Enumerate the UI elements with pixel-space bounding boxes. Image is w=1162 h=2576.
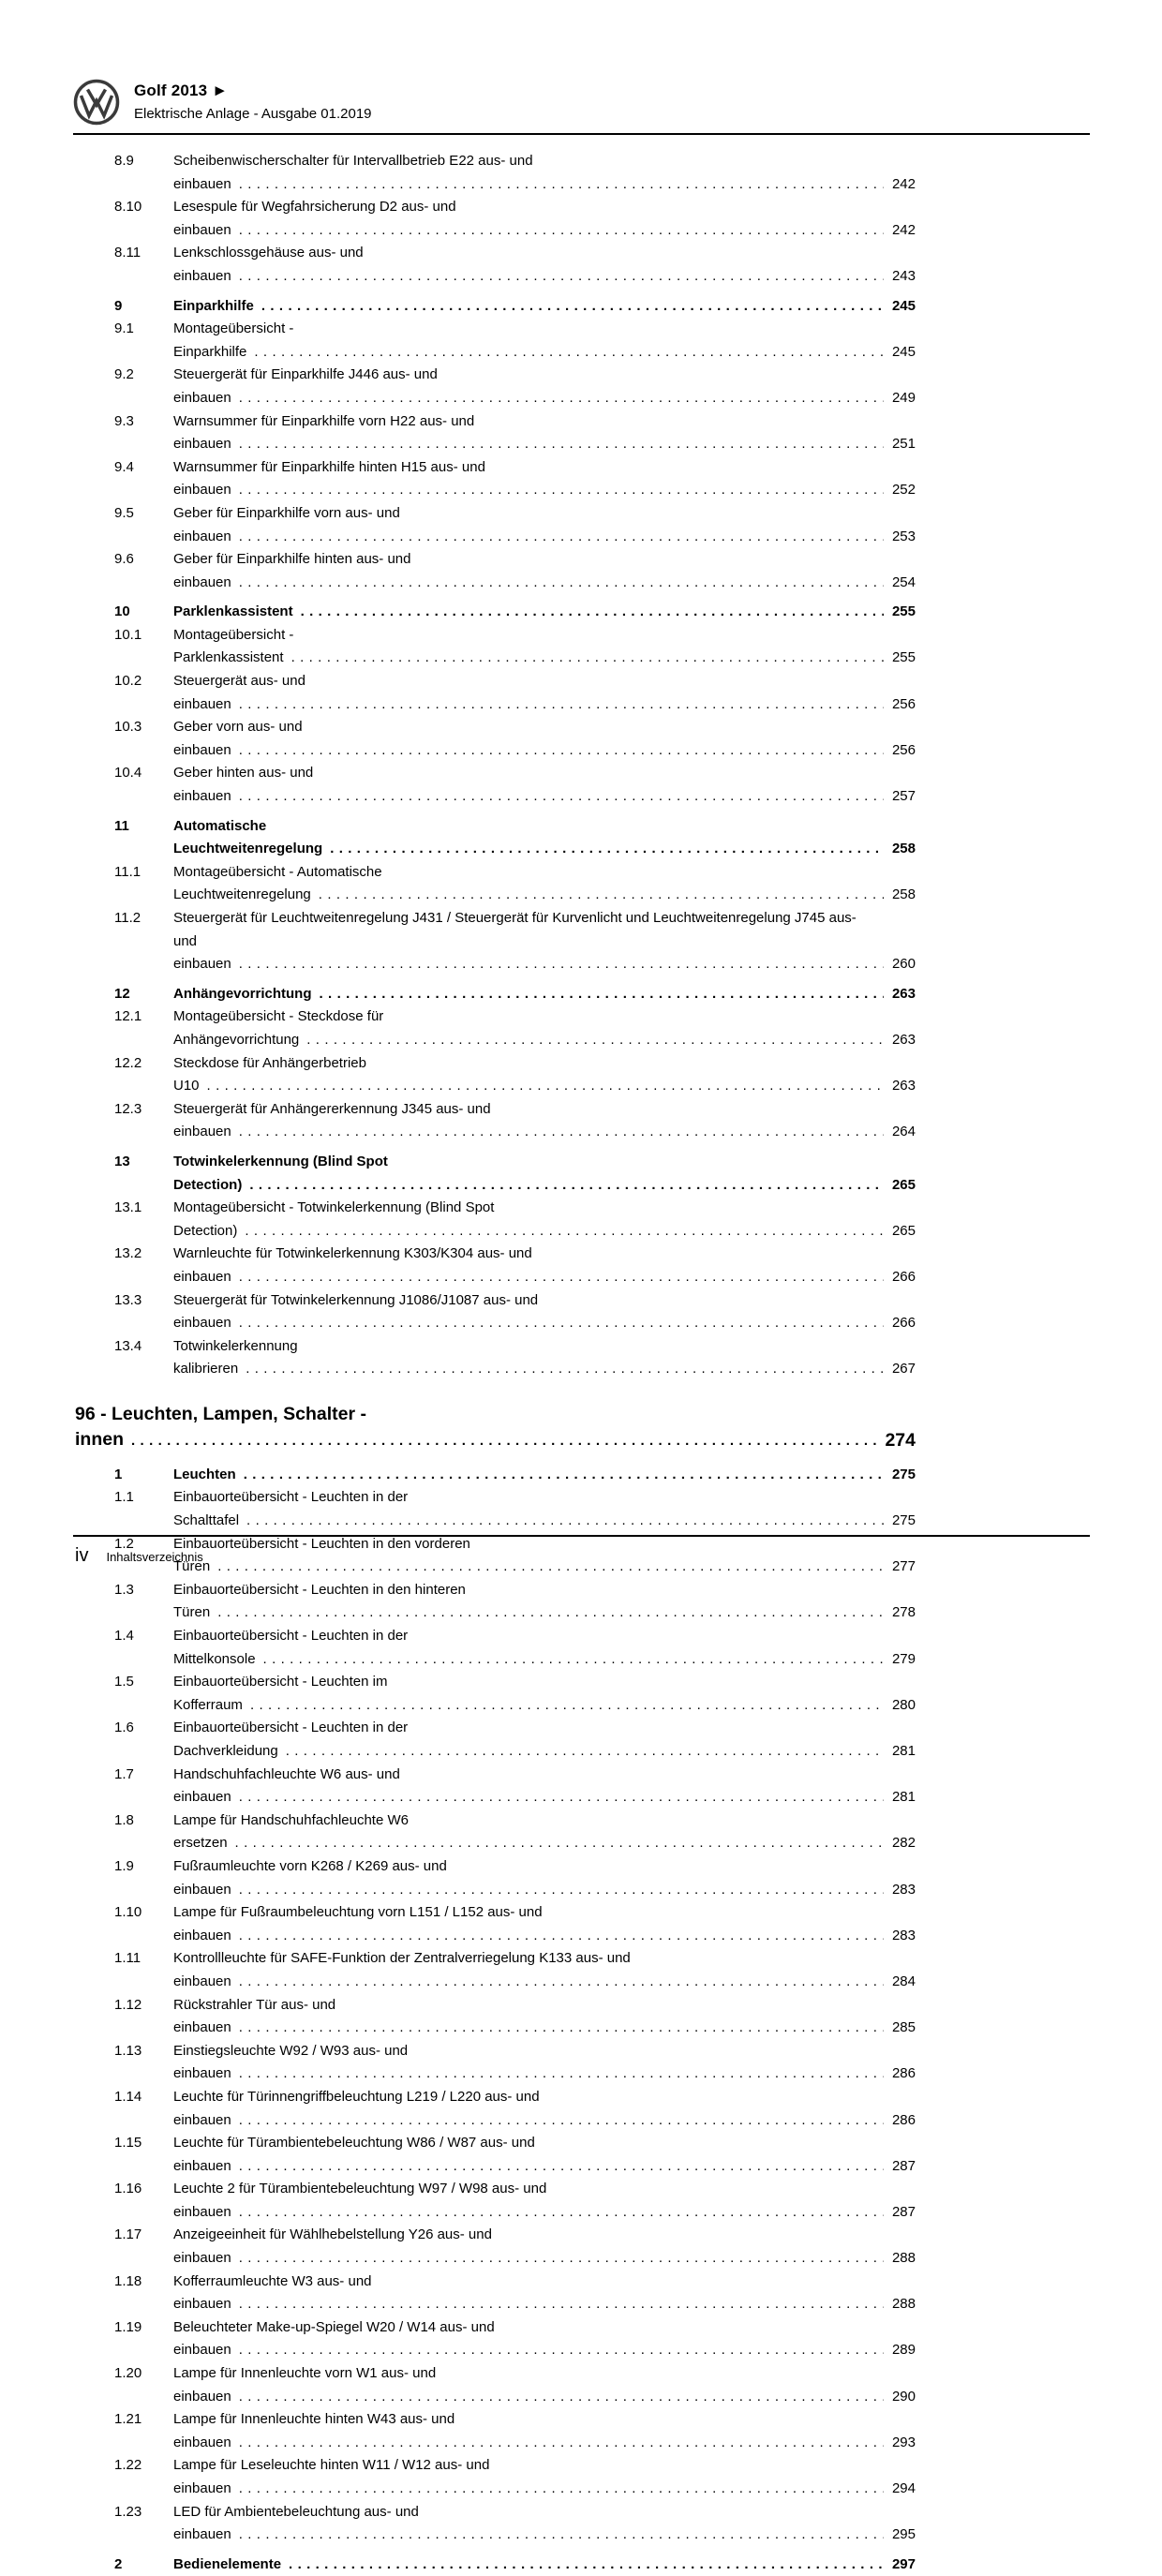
toc-entry[interactable] xyxy=(73,242,916,288)
toc-entry-number: 12.1 xyxy=(114,1008,142,1025)
toc-entry-page: 275 xyxy=(884,1510,916,1533)
toc-entry-page: 265 xyxy=(884,1174,916,1198)
toc-entry-body xyxy=(173,410,916,456)
toc-entry-title: Warnleuchte für Totwinkelerkennung K303/K304 aus- und einbauen . . . xyxy=(173,1245,916,1285)
toc-entry-body xyxy=(173,762,916,808)
toc-entry-body xyxy=(173,2086,916,2132)
toc-entry-number: 1.11 xyxy=(114,1950,142,1967)
toc-entry-number: 1.5 xyxy=(114,1674,134,1690)
toc-entry-page: 293 xyxy=(884,2432,916,2455)
toc-entry[interactable] xyxy=(73,861,916,907)
toc-entry-title: Lampe für Fußraumbeleuchtung vorn L151 / L152 aus- und einbauen . . . xyxy=(173,1904,916,1943)
toc-entry[interactable] xyxy=(73,196,916,242)
toc-entry-title: Einparkhilfe . . . xyxy=(173,298,916,314)
toc-entry[interactable] xyxy=(73,2178,916,2224)
toc-entry-title: Geber für Einparkhilfe vorn aus- und einbauen . . . xyxy=(173,505,916,544)
toc-entry-page: 277 xyxy=(884,1556,916,1579)
toc-entry[interactable] xyxy=(73,670,916,716)
toc-entry-page: 242 xyxy=(884,219,916,243)
toc-entry-page: 249 xyxy=(884,387,916,410)
toc-entry-page: 266 xyxy=(884,1312,916,1335)
toc-entry-title: Kontrollleuchte für SAFE-Funktion der Zentralverriegelung K133 aus- und einbauen . . . xyxy=(173,1950,916,1989)
toc-entry-title: Einbauorteübersicht - Leuchten in den hinteren Türen . . . xyxy=(173,1582,916,1621)
toc-entry-title: LED für Ambientebeleuchtung aus- und einbauen . . . xyxy=(173,2504,916,2543)
toc-entry-title: Montageübersicht - Automatische Leuchtweitenregelung . . . xyxy=(173,864,916,903)
toc-entry-number: 1.15 xyxy=(114,2135,142,2152)
toc-entry-page: 256 xyxy=(884,693,916,717)
toc-entry-page: 284 xyxy=(884,1971,916,1994)
toc-entry[interactable] xyxy=(73,1579,916,1625)
doc-title: Golf 2013 ► xyxy=(134,82,229,99)
toc-entry-number: 9.3 xyxy=(114,412,134,429)
toc-entry-title: Lesespule für Wegfahrsicherung D2 aus- und einbauen . . . xyxy=(173,199,916,238)
toc-entry-body xyxy=(173,716,916,762)
toc-entry-body xyxy=(173,196,916,242)
toc-chapter-title: 96 - Leuchten, Lampen, Schalter - innen . . . xyxy=(75,1404,916,1450)
toc-entry-number: 1.12 xyxy=(114,1996,142,2013)
toc-entry-body xyxy=(173,1464,916,1487)
toc-entry-title: Leuchte für Türambientebeleuchtung W86 / W87 aus- und einbauen . . . xyxy=(173,2135,916,2174)
toc-entry-number: 1.1 xyxy=(114,1489,134,1506)
toc-entry-number: 1.4 xyxy=(114,1628,134,1645)
toc-entry-number: 12.3 xyxy=(114,1100,142,1117)
toc-entry-number: 1.7 xyxy=(114,1765,134,1782)
toc-entry-title: Steuergerät aus- und einbauen . . . xyxy=(173,673,916,712)
toc-entry-page: 257 xyxy=(884,785,916,809)
toc-entry-title: Rückstrahler Tür aus- und einbauen . . . xyxy=(173,1997,916,2036)
toc-entry[interactable] xyxy=(73,1335,916,1381)
toc-entry-body xyxy=(173,1717,916,1763)
toc-entry-number: 8.11 xyxy=(114,245,142,261)
toc-entry-number: 10.1 xyxy=(114,626,142,643)
toc-entry-body xyxy=(173,2554,916,2576)
toc-entry-number: 9.1 xyxy=(114,320,134,337)
toc-entry-number: 1.16 xyxy=(114,2181,142,2197)
toc-entry[interactable] xyxy=(73,1486,916,1532)
footer-label: Inhaltsverzeichnis xyxy=(106,1550,203,1564)
toc-entry-number: 9.6 xyxy=(114,551,134,568)
toc-entry-number: 11 xyxy=(114,817,129,834)
toc-entry-title: Lampe für Innenleuchte vorn W1 aus- und einbauen . . . xyxy=(173,2365,916,2405)
toc-entry[interactable] xyxy=(73,1243,916,1288)
toc-entry-title: Warnsummer für Einparkhilfe hinten H15 aus- und einbauen . . . xyxy=(173,459,916,499)
toc-entry-page: 266 xyxy=(884,1266,916,1289)
toc-entry-body xyxy=(173,456,916,502)
toc-entry-page: 255 xyxy=(884,647,916,670)
toc-entry-page: 242 xyxy=(884,173,916,197)
toc-entry-number: 1.2 xyxy=(114,1535,134,1552)
toc-entry-number: 9.5 xyxy=(114,504,134,521)
toc-entry-body xyxy=(173,364,916,409)
toc-entry-number: 11.2 xyxy=(114,910,142,926)
toc-entry-title: Lampe für Leseleuchte hinten W11 / W12 aus- und einbauen . . . xyxy=(173,2457,916,2496)
toc-entry[interactable] xyxy=(73,2040,916,2086)
toc-entry-title: Einbauorteübersicht - Leuchten in der Dachverkleidung . . . xyxy=(173,1720,916,1759)
toc-entry-number: 8.9 xyxy=(114,153,134,169)
toc-entry-title: Geber für Einparkhilfe hinten aus- und einbauen . . . xyxy=(173,551,916,590)
toc-entry[interactable] xyxy=(73,1464,916,1487)
toc-entry[interactable] xyxy=(73,410,916,456)
brand-block xyxy=(73,79,1090,126)
toc-entry-title: Steuergerät für Einparkhilfe J446 aus- und einbauen . . . xyxy=(173,366,916,406)
toc-entry-title: Steuergerät für Totwinkelerkennung J1086/J1087 aus- und einbauen . . . xyxy=(173,1292,916,1332)
toc-entry[interactable] xyxy=(73,1625,916,1671)
toc-entry-title: Lampe für Handschuhfachleuchte W6 ersetzen . . . xyxy=(173,1812,916,1852)
toc-entry-number: 1.14 xyxy=(114,2088,142,2105)
toc-entry[interactable] xyxy=(73,907,916,976)
toc-entry[interactable] xyxy=(73,2454,916,2500)
toc-entry[interactable] xyxy=(73,548,916,594)
toc-entry[interactable] xyxy=(73,1098,916,1144)
toc-entry-page: 283 xyxy=(884,1879,916,1902)
toc-entry-body xyxy=(173,2362,916,2408)
toc-entry-number: 10.4 xyxy=(114,765,142,782)
toc-entry[interactable] xyxy=(73,295,916,319)
toc-entry-body xyxy=(173,2271,916,2316)
toc-entry[interactable] xyxy=(73,1855,916,1901)
toc-entry-body xyxy=(173,1625,916,1671)
toc-entry-page: 279 xyxy=(884,1648,916,1672)
toc-entry-title: Automatische Leuchtweitenregelung . . . xyxy=(173,818,916,857)
toc-entry-title: Leuchte 2 für Türambientebeleuchtung W97 / W98 aus- und einbauen . . . xyxy=(173,2181,916,2220)
toc-entry-page: 275 xyxy=(884,1464,916,1487)
toc-entry-body xyxy=(173,2224,916,2270)
toc-entry-number: 1.6 xyxy=(114,1720,134,1736)
toc-entry-page: 252 xyxy=(884,479,916,502)
toc-entry[interactable] xyxy=(73,1947,916,1993)
toc-entry-page: 290 xyxy=(884,2386,916,2409)
toc-entry-page: 278 xyxy=(884,1601,916,1625)
toc-entry-page: 281 xyxy=(884,1786,916,1809)
toc-entry-number: 1 xyxy=(114,1466,123,1482)
toc-entry[interactable] xyxy=(73,762,916,808)
toc-entry-page: 255 xyxy=(884,601,916,624)
toc-entry-title: Steckdose für Anhängerbetrieb U10 . . . xyxy=(173,1055,916,1094)
toc-entry-page: 243 xyxy=(884,265,916,289)
toc-entry[interactable] xyxy=(73,2362,916,2408)
toc-entry[interactable] xyxy=(73,1289,916,1335)
toc-entry[interactable] xyxy=(73,150,916,196)
toc-entry[interactable] xyxy=(73,2086,916,2132)
toc-entry-body xyxy=(173,548,916,594)
toc-entry-body xyxy=(173,1994,916,2040)
toc-entry-page: 287 xyxy=(884,2155,916,2179)
toc-entry-body xyxy=(173,1005,916,1051)
toc-entry-number: 1.20 xyxy=(114,2365,142,2382)
toc-entry-title: Einbauorteübersicht - Leuchten in den vorderen Türen . . . xyxy=(173,1536,916,1575)
toc-entry[interactable] xyxy=(73,2554,916,2576)
toc-chapter-heading[interactable] xyxy=(73,1402,916,1453)
toc-entry[interactable] xyxy=(73,1764,916,1809)
toc-entry-body xyxy=(173,1197,916,1243)
toc-entry[interactable] xyxy=(73,318,916,364)
toc-entry[interactable] xyxy=(73,2271,916,2316)
toc-entry-body xyxy=(173,1901,916,1947)
toc-entry-number: 11.1 xyxy=(114,863,142,880)
toc-entry-number: 13.4 xyxy=(114,1337,142,1354)
toc-entry-number: 10.2 xyxy=(114,673,142,690)
toc-entry-title: Montageübersicht - Steckdose für Anhängevorrichtung . . . xyxy=(173,1008,916,1048)
toc-entry-title: Montageübersicht - Parklenkassistent . . . xyxy=(173,627,916,666)
toc-entry-body xyxy=(173,2040,916,2086)
toc-entry-body xyxy=(173,670,916,716)
toc-entry-body xyxy=(173,2132,916,2178)
toc-entry[interactable] xyxy=(73,1197,916,1243)
toc-entry-number: 1.21 xyxy=(114,2411,142,2428)
toc-entry-number: 9.2 xyxy=(114,366,134,383)
toc-entry[interactable] xyxy=(73,1151,916,1197)
toc-entry-number: 1.19 xyxy=(114,2318,142,2335)
toc-entry-number: 1.18 xyxy=(114,2272,142,2289)
toc-entry-body xyxy=(173,1335,916,1381)
toc-entry-title: Einbauorteübersicht - Leuchten in der Mittelkonsole . . . xyxy=(173,1628,916,1667)
toc-entry-page: 263 xyxy=(884,1029,916,1052)
toc-entry-title: Lenkschlossgehäuse aus- und einbauen . . . xyxy=(173,245,916,284)
toc-entry-page: 251 xyxy=(884,433,916,456)
toc-entry-body xyxy=(173,624,916,670)
toc-entry-body xyxy=(173,2316,916,2362)
toc-entry-body xyxy=(173,815,916,861)
toc-entry-page: 256 xyxy=(884,739,916,763)
toc-entry[interactable] xyxy=(73,2316,916,2362)
toc-entry-title: Einbauorteübersicht - Leuchten in der Schalttafel . . . xyxy=(173,1489,916,1528)
toc-entry-title: Montageübersicht - Totwinkelerkennung (Blind Spot Detection) . . . xyxy=(173,1199,916,1239)
footer-rule xyxy=(73,1535,1090,1537)
toc-entry-page: 245 xyxy=(884,341,916,365)
toc-entry-page: 286 xyxy=(884,2109,916,2133)
toc-entry-title: Parklenkassistent . . . xyxy=(173,603,916,619)
toc-entry-body xyxy=(173,907,916,976)
toc-entry-number: 1.23 xyxy=(114,2503,142,2520)
toc-entry-body xyxy=(173,242,916,288)
toc-entry-body xyxy=(173,1486,916,1532)
toc-entry-number: 9 xyxy=(114,297,123,314)
toc-entry-body xyxy=(173,1289,916,1335)
toc-entry-body xyxy=(173,2408,916,2454)
doc-subtitle: Elektrische Anlage - Ausgabe 01.2019 xyxy=(134,106,372,122)
toc-entry-body xyxy=(173,1579,916,1625)
toc-entry-page: 263 xyxy=(884,983,916,1006)
toc-chapter-body xyxy=(75,1402,916,1453)
toc-entry-page: 254 xyxy=(884,572,916,595)
toc-entry-title: Einbauorteübersicht - Leuchten im Kofferraum . . . xyxy=(173,1674,916,1713)
toc-entry-title: Leuchte für Türinnengriffbeleuchtung L219 / L220 aus- und einbauen . . . xyxy=(173,2089,916,2128)
toc-entry-number: 1.13 xyxy=(114,2042,142,2059)
toc-entry-body xyxy=(173,601,916,624)
toc-entry-title: Scheibenwischerschalter für Intervallbetrieb E22 aus- und einbauen . . . xyxy=(173,153,916,192)
toc-entry-title: Beleuchteter Make-up-Spiegel W20 / W14 aus- und einbauen . . . xyxy=(173,2319,916,2359)
toc-entry-body xyxy=(173,295,916,319)
toc-entry-page: 281 xyxy=(884,1740,916,1764)
toc-entry-number: 13.2 xyxy=(114,1245,142,1262)
page-header xyxy=(73,79,1090,135)
toc-entry[interactable] xyxy=(73,1671,916,1717)
toc-entry-page: 297 xyxy=(884,2554,916,2576)
toc-entry-body xyxy=(173,318,916,364)
toc-entry-page: 263 xyxy=(884,1075,916,1098)
toc-entry-body xyxy=(173,1671,916,1717)
toc-entry-number: 9.4 xyxy=(114,458,134,475)
header-rule xyxy=(73,133,1090,135)
toc-entry-title: Totwinkelerkennung (Blind Spot Detection) . . . xyxy=(173,1154,916,1193)
toc-entry-title: Kofferraumleuchte W3 aus- und einbauen . . . xyxy=(173,2273,916,2313)
toc-entry-page: 267 xyxy=(884,1358,916,1381)
toc-entry-body xyxy=(173,1151,916,1197)
toc-entry-page: 258 xyxy=(884,838,916,861)
toc-entry[interactable] xyxy=(73,502,916,548)
toc-entry-title: Geber hinten aus- und einbauen . . . xyxy=(173,765,916,804)
toc-entry-title: Anhängevorrichtung . . . xyxy=(173,986,916,1002)
toc-entry-body xyxy=(173,1098,916,1144)
toc-entry-number: 2 xyxy=(114,2555,123,2572)
toc-entry-page: 294 xyxy=(884,2478,916,2501)
toc-entry-page: 283 xyxy=(884,1925,916,1948)
toc-entry-number: 12 xyxy=(114,985,130,1002)
toc-entry[interactable] xyxy=(73,1901,916,1947)
toc-entry-body xyxy=(173,1809,916,1855)
toc-entry-title: Handschuhfachleuchte W6 aus- und einbauen . . . xyxy=(173,1766,916,1806)
toc-entry[interactable] xyxy=(73,815,916,861)
toc-entry-page: 288 xyxy=(884,2247,916,2271)
toc-entry-body xyxy=(173,1052,916,1098)
toc-entry-page: 260 xyxy=(884,953,916,976)
toc-entry-body xyxy=(173,1947,916,1993)
toc-entry-page: 285 xyxy=(884,2017,916,2040)
toc-entry-page: 264 xyxy=(884,1121,916,1144)
toc-entry-body xyxy=(173,1764,916,1809)
toc-entry-page: 245 xyxy=(884,295,916,319)
toc-entry[interactable] xyxy=(73,716,916,762)
toc-entry[interactable] xyxy=(73,624,916,670)
toc-entry-number: 13.1 xyxy=(114,1199,142,1216)
toc-entry[interactable] xyxy=(73,2224,916,2270)
toc-entry-page: 265 xyxy=(884,1220,916,1243)
toc-entry-body xyxy=(173,1243,916,1288)
toc-entry[interactable] xyxy=(73,601,916,624)
toc-entry-number: 13 xyxy=(114,1153,130,1169)
toc-entry-title: Fußraumleuchte vorn K268 / K269 aus- und einbauen . . . xyxy=(173,1858,916,1898)
toc-entry-page: 287 xyxy=(884,2201,916,2225)
toc-entry-number: 10 xyxy=(114,603,130,620)
header-text xyxy=(134,79,372,122)
page-footer xyxy=(73,1535,1090,1567)
toc-entry-title: Einstiegsleuchte W92 / W93 aus- und einbauen . . . xyxy=(173,2043,916,2082)
toc-entry-body xyxy=(173,2501,916,2547)
table-of-contents xyxy=(73,150,916,2576)
toc-entry-number: 1.8 xyxy=(114,1811,134,1828)
toc-entry-page: 286 xyxy=(884,2062,916,2086)
toc-entry[interactable] xyxy=(73,1717,916,1763)
toc-entry-body xyxy=(173,1855,916,1901)
toc-entry-number: 12.2 xyxy=(114,1054,142,1071)
toc-entry[interactable] xyxy=(73,1809,916,1855)
toc-entry-body xyxy=(173,150,916,196)
toc-entry-number: 8.10 xyxy=(114,199,142,216)
toc-entry[interactable] xyxy=(73,2132,916,2178)
toc-entry-number: 10.3 xyxy=(114,719,142,736)
toc-entry-page: 289 xyxy=(884,2339,916,2362)
toc-entry-page: 295 xyxy=(884,2524,916,2547)
toc-entry[interactable] xyxy=(73,2408,916,2454)
toc-entry-number: 1.3 xyxy=(114,1581,134,1598)
page-number-roman: iv xyxy=(75,1545,89,1566)
toc-entry-title: Warnsummer für Einparkhilfe vorn H22 aus- und einbauen . . . xyxy=(173,413,916,453)
toc-entry-title: Steuergerät für Anhängererkennung J345 aus- und einbauen . . . xyxy=(173,1101,916,1140)
toc-entry-page: 253 xyxy=(884,526,916,549)
toc-entry-page: 288 xyxy=(884,2293,916,2316)
toc-entry[interactable] xyxy=(73,456,916,502)
toc-entry-title: Steuergerät für Leuchtweitenregelung J431 / Steuergerät für Kurvenlicht und Leuchtweitenregelung J745 aus- und einbauen . . . xyxy=(173,910,916,972)
toc-entry-body xyxy=(173,861,916,907)
toc-entry-number: 1.22 xyxy=(114,2457,142,2474)
toc-entry-title: Bedienelemente . . . xyxy=(173,2556,916,2572)
toc-entry-body xyxy=(173,502,916,548)
toc-entry[interactable] xyxy=(73,1994,916,2040)
toc-entry-title: Montageübersicht - Einparkhilfe . . . xyxy=(173,320,916,360)
toc-entry[interactable] xyxy=(73,983,916,1006)
toc-entry-page: 280 xyxy=(884,1694,916,1718)
toc-entry-number: 1.9 xyxy=(114,1857,134,1874)
toc-entry-title: Geber vorn aus- und einbauen . . . xyxy=(173,719,916,758)
toc-chapter-page: 274 xyxy=(876,1428,916,1453)
toc-entry-number: 13.3 xyxy=(114,1291,142,1308)
toc-entry-title: Lampe für Innenleuchte hinten W43 aus- und einbauen . . . xyxy=(173,2411,916,2450)
vw-logo-icon xyxy=(73,79,120,126)
toc-entry-page: 282 xyxy=(884,1832,916,1855)
toc-entry[interactable] xyxy=(73,364,916,409)
toc-entry-title: Leuchten . . . xyxy=(173,1467,916,1482)
toc-entry-title: Totwinkelerkennung kalibrieren . . . xyxy=(173,1338,916,1377)
toc-entry[interactable] xyxy=(73,1005,916,1051)
toc-entry-body xyxy=(173,2178,916,2224)
toc-entry[interactable] xyxy=(73,1052,916,1098)
footer-row xyxy=(73,1545,1090,1567)
toc-entry-body xyxy=(173,983,916,1006)
toc-entry-number: 1.17 xyxy=(114,2226,142,2243)
toc-entry-title: Anzeigeeinheit für Wählhebelstellung Y26 aus- und einbauen . . . xyxy=(173,2226,916,2266)
toc-entry[interactable] xyxy=(73,2501,916,2547)
toc-entry-number: 1.10 xyxy=(114,1904,142,1921)
toc-entry-body xyxy=(173,2454,916,2500)
toc-entry-page: 258 xyxy=(884,884,916,907)
